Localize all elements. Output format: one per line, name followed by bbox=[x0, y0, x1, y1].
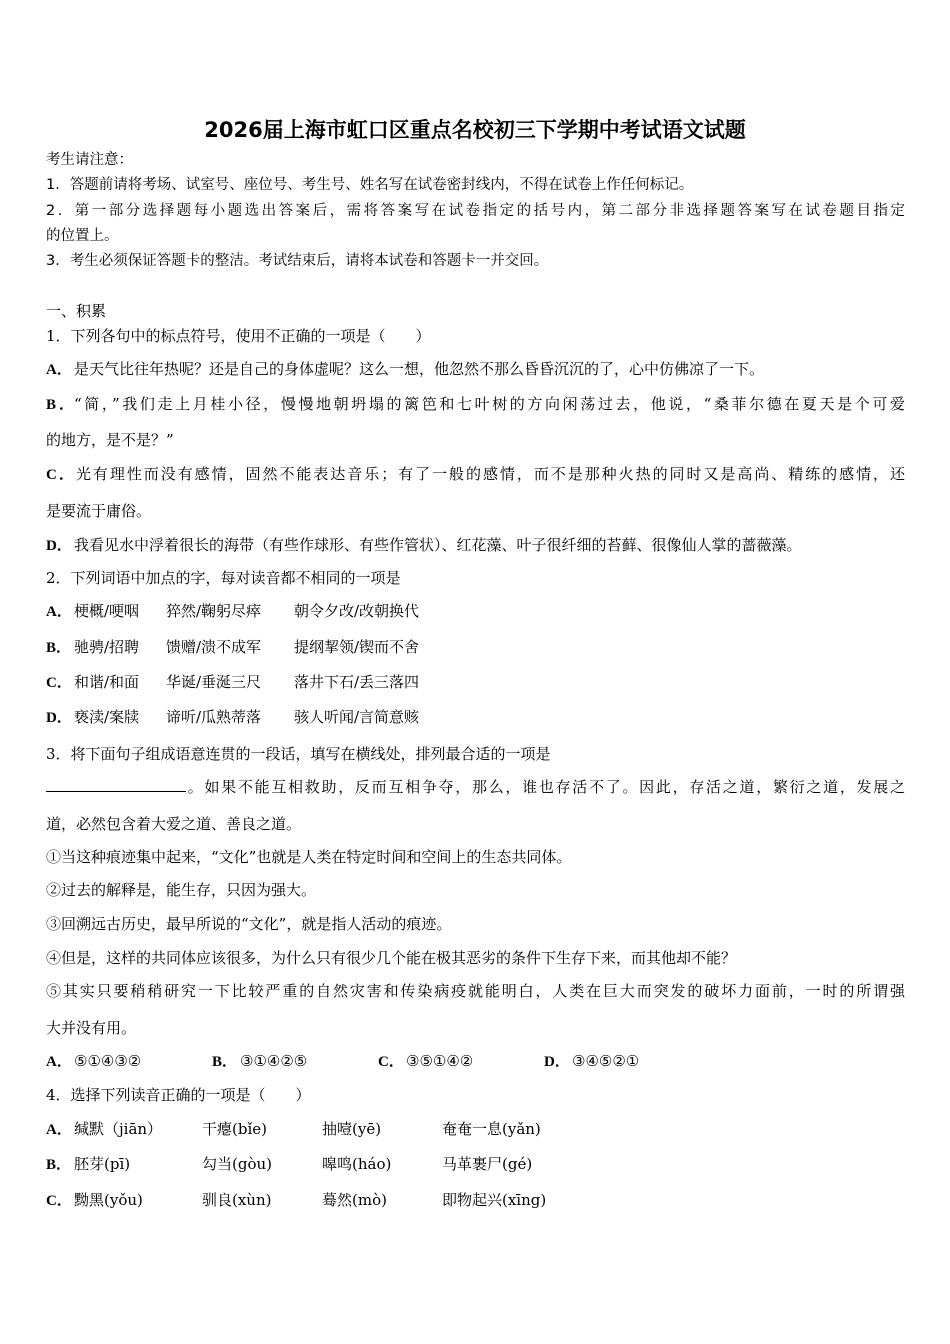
answer-blank[interactable] bbox=[46, 777, 186, 792]
word: 梗概/哽咽 bbox=[74, 602, 140, 620]
answer-options bbox=[46, 1051, 639, 1072]
option-text-cont: 是要流于庸俗。 bbox=[46, 502, 152, 520]
sentence: ⑤其实只要稍稍研究一下比较严重的自然灾害和传染病疫就能明白，人类在巨大而突发的破坏力面前，一时的所谓强 bbox=[46, 982, 905, 1000]
option-label: D． bbox=[46, 710, 72, 726]
word: 亵渎/案牍 bbox=[74, 708, 140, 726]
page-title: 2026届上海市虹口区重点名校初三下学期中考试语文试题 bbox=[204, 118, 746, 142]
option-label: A． bbox=[46, 604, 72, 620]
option-label: A． bbox=[46, 1122, 72, 1138]
option-label: B． bbox=[46, 397, 74, 413]
word: 朝令夕改/改朝换代 bbox=[294, 602, 420, 620]
sentence: ①当这种痕迹集中起来，“文化”也就是人类在特定时间和空间上的生态共同体。 bbox=[46, 848, 572, 866]
question-stem: 4．选择下列读音正确的一项是（ ） bbox=[46, 1086, 311, 1104]
word: 落井下石/丢三落四 bbox=[294, 673, 420, 691]
passage-line bbox=[46, 777, 905, 797]
option-b bbox=[46, 1154, 582, 1175]
option-text: “简，”我们走上月桂小径，慢慢地朝坍塌的篱笆和七叶树的方向闲荡过去，他说，“桑菲尔德在夏天是个可爱 bbox=[74, 395, 905, 413]
option-d bbox=[46, 707, 454, 728]
word: 即物起兴(xīng) bbox=[442, 1191, 547, 1209]
option-d: D． ③④⑤②① bbox=[544, 1052, 640, 1070]
word: 驰骋/招聘 bbox=[74, 638, 140, 656]
option-label: B． bbox=[46, 640, 72, 656]
option-label: D． bbox=[46, 538, 72, 554]
question-stem: 2．下列词语中加点的字，每对读音都不相同的一项是 bbox=[46, 569, 401, 587]
word: 馈赠/溃不成军 bbox=[166, 638, 262, 656]
word: 勾当(gòu) bbox=[202, 1155, 272, 1173]
option-label: C． bbox=[46, 675, 72, 691]
word: 干瘪(bǐe) bbox=[202, 1120, 267, 1138]
word: 黝黑(yǒu) bbox=[74, 1191, 143, 1209]
notice-item: 3．考生必须保证答题卡的整洁。考试结束后，请将本试卷和答题卡一并交回。 bbox=[46, 253, 549, 269]
word: 驯良(xùn) bbox=[202, 1191, 272, 1209]
option-text: 是天气比往年热呢？还是自己的身体虚呢？这么一想，他忽然不那么昏昏沉沉的了，心中仿佛凉了一下。 bbox=[74, 360, 765, 378]
word: 嗥鸣(háo) bbox=[322, 1155, 392, 1173]
word: 谛听/瓜熟蒂落 bbox=[166, 708, 262, 726]
sentence: ④但是，这样的共同体应该很多，为什么只有很少几个能在极其恶劣的条件下生存下来，而其他却不能？ bbox=[46, 949, 737, 967]
word: 提纲挈领/锲而不舍 bbox=[294, 638, 420, 656]
option-c bbox=[46, 672, 454, 693]
word: 奄奄一息(yǎn) bbox=[442, 1120, 541, 1138]
option-text: 光有理性而没有感情，固然不能表达音乐；有了一般的感情，而不是那种火热的同时又是高尚、精练的感情，还 bbox=[74, 465, 905, 483]
word: 骇人听闻/言简意赅 bbox=[294, 708, 420, 726]
option-label: A． bbox=[46, 362, 72, 378]
option-text-cont: 的地方，是不是？” bbox=[46, 431, 174, 449]
option-text: 我看见水中浮着很长的海带（有些作球形、有些作管状）、红花藻、叶子很纤细的苔藓、很像仙人掌的蔷薇藻。 bbox=[74, 536, 802, 554]
option-label: B． bbox=[46, 1157, 72, 1173]
notice-item: 的位置上。 bbox=[46, 228, 119, 244]
option-a bbox=[46, 359, 764, 380]
option-d bbox=[46, 535, 802, 556]
option-c bbox=[46, 464, 905, 485]
option-b: B． ③①④②⑤ bbox=[212, 1052, 308, 1070]
option-label: C． bbox=[46, 467, 74, 483]
option-b bbox=[46, 637, 454, 658]
notice-item: 2．第一部分选择题每小题选出答案后，需将答案写在试卷指定的括号内，第二部分非选择题答案写在试卷题目指定 bbox=[46, 203, 905, 219]
word: 和谐/和面 bbox=[74, 673, 140, 691]
sentence: 大并没有用。 bbox=[46, 1019, 137, 1037]
passage-text: 。如果不能互相救助，反而互相争夺，那么，谁也存活不了。因此，存活之道，繁衍之道，发展之 bbox=[186, 778, 905, 796]
notice-item: 1．答题前请将考场、试室号、座位号、考生号、姓名写在试卷密封线内，不得在试卷上作任何标记。 bbox=[46, 177, 694, 193]
word: 猝然/鞠躬尽瘁 bbox=[166, 602, 262, 620]
word: 马革裹尸(gé) bbox=[442, 1155, 533, 1173]
notice-heading: 考生请注意： bbox=[46, 152, 133, 168]
section-heading: 一、积累 bbox=[46, 302, 107, 320]
question-stem: 3．将下面句子组成语意连贯的一段话，填写在横线处，排列最合适的一项是 bbox=[46, 745, 551, 763]
word: 抽噎(yē) bbox=[322, 1120, 382, 1138]
word: 胚芽(pī) bbox=[74, 1155, 131, 1173]
option-b bbox=[46, 394, 905, 415]
option-c bbox=[46, 1190, 582, 1211]
question-stem: 1．下列各句中的标点符号，使用不正确的一项是（ ） bbox=[46, 327, 431, 345]
option-a: A． ⑤①④③② bbox=[46, 1052, 142, 1070]
sentence: ③回溯远古历史，最早所说的“文化”，就是指人活动的痕迹。 bbox=[46, 915, 452, 933]
word: 缄默（jiān） bbox=[74, 1120, 163, 1138]
passage-line: 道，必然包含着大爱之道、善良之道。 bbox=[46, 815, 302, 833]
word: 蓦然(mò) bbox=[322, 1191, 387, 1209]
option-a bbox=[46, 1119, 582, 1140]
option-a bbox=[46, 601, 454, 622]
option-label: C． bbox=[46, 1193, 72, 1209]
option-c: C． ③⑤①④② bbox=[378, 1052, 474, 1070]
sentence: ②过去的解释是，能生存，只因为强大。 bbox=[46, 881, 317, 899]
word: 华诞/垂涎三尺 bbox=[166, 673, 262, 691]
